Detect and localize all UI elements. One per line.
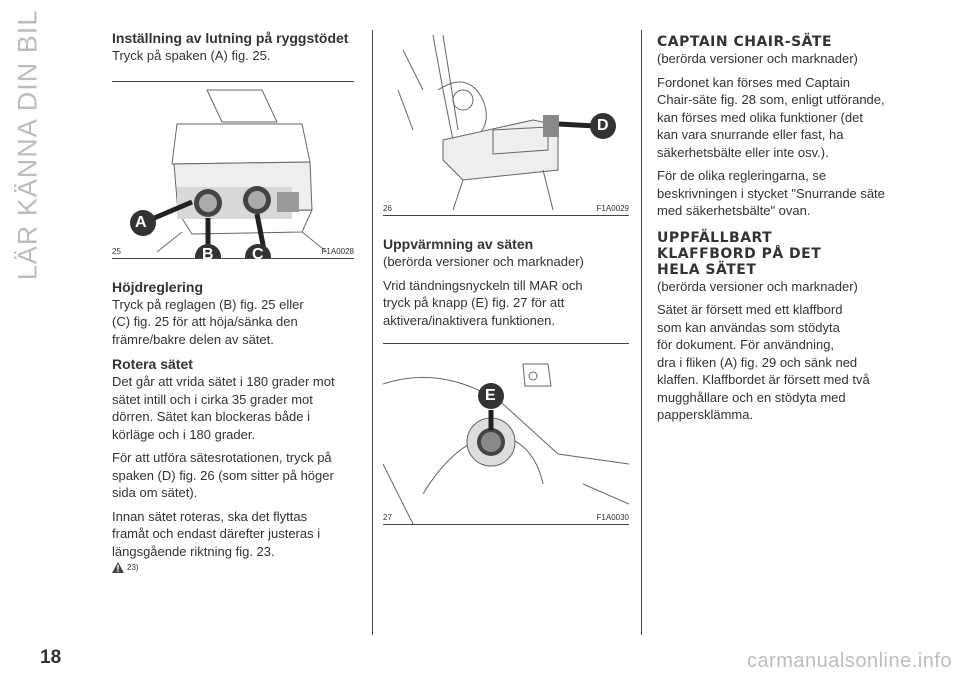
- seat-side-illustration: [383, 30, 629, 215]
- paragraph: (berörda versioner och marknader): [383, 254, 584, 269]
- warning-icon: [112, 562, 124, 573]
- seat-illustration: [112, 82, 354, 258]
- warning-note: 23): [112, 562, 354, 573]
- paragraph: Vrid tändningsnyckeln till MAR och tryck på knapp (E) fig. 27 för att aktivera/inaktivera funktionen.: [383, 277, 583, 328]
- fig25-caption: [112, 246, 354, 273]
- column-3: [657, 30, 915, 424]
- figure-number: 27: [383, 513, 392, 522]
- watermark: carmanualsonline.info: [746, 650, 952, 672]
- label-c: C: [252, 245, 264, 263]
- heading-rotate: Rotera sätet: [112, 356, 193, 372]
- paragraph: Tryck på reglagen (B) fig. 25 eller (C) fig. 25 för att höja/sänka den främre/bakre delen av sätet.: [112, 296, 304, 347]
- page-number: 18: [40, 647, 62, 668]
- column-divider: [372, 30, 373, 635]
- heading-captain-chair: CAPTAIN CHAIR-SÄTE: [657, 34, 833, 50]
- paragraph: För de olika regleringarna, se beskrivningen i stycket "Snurrande säte med säkerhetsbälte" ovan.: [657, 168, 885, 218]
- paragraph: Det går att vrida sätet i 180 grader mot sätet intill och i cirka 35 grader mot dörren. Sätet kan blockeras både i körläge och i 180 grader.: [112, 374, 335, 442]
- paragraph: För att utföra sätesrotationen, tryck på spaken (D) fig. 26 (som sitter på höger sida om sätet).: [112, 450, 334, 500]
- column-1: [112, 30, 354, 573]
- fig26-caption: [383, 204, 629, 230]
- figure-25: [112, 81, 354, 263]
- figure-code: F1A0030: [596, 513, 629, 522]
- section-title: LÄR KÄNNA DIN BIL: [12, 9, 43, 281]
- heading-fold-table: UPPFÄLLBART KLAFFBORD PÅ DET HELA SÄTET: [657, 229, 822, 278]
- heading-backrest: Inställning av lutning på ryggstödet: [112, 30, 349, 46]
- column-2: [383, 30, 629, 539]
- heading-height: Höjdreglering: [112, 278, 204, 295]
- paragraph: Fordonet kan förses med Captain Chair-säte fig. 28 som, enligt utförande, kan förses med olika funktioner (det kan vara snurrande eller fast, ha säkerhetsbälte eller inte osv.).: [657, 74, 885, 160]
- figure-number: 25: [112, 246, 121, 256]
- fig27-caption: [383, 513, 629, 539]
- heading-heating: Uppvärmning av säten: [383, 236, 534, 252]
- paragraph: (berörda versioner och marknader): [657, 278, 858, 294]
- figure-number: 26: [383, 204, 392, 213]
- label-b: B: [202, 245, 214, 263]
- column-divider: [641, 30, 642, 635]
- figure-27: [383, 343, 629, 525]
- figure-code: F1A0028: [321, 246, 354, 256]
- paragraph: (berörda versioner och marknader): [657, 51, 858, 66]
- paragraph: Innan sätet roteras, ska det flyttas framåt och endast därefter justeras i längsgående riktning fig. 23.: [112, 508, 321, 559]
- label-e: E: [485, 387, 496, 404]
- figure-26: [383, 30, 629, 216]
- paragraph: Sätet är försett med ett klaffbord som kan användas som stödyta för dokument. För användning, dra i fliken (A) fig. 29 och sänk ned klaffen. Klaffbordet är försett med två mugghållare och en stödyta med pappersklämma.: [657, 302, 870, 422]
- label-a: A: [135, 213, 147, 231]
- paragraph: Tryck på spaken (A) fig. 25.: [112, 48, 271, 63]
- figure-code: F1A0029: [596, 204, 629, 213]
- label-d: D: [597, 117, 609, 134]
- heating-button-illustration: [383, 344, 629, 524]
